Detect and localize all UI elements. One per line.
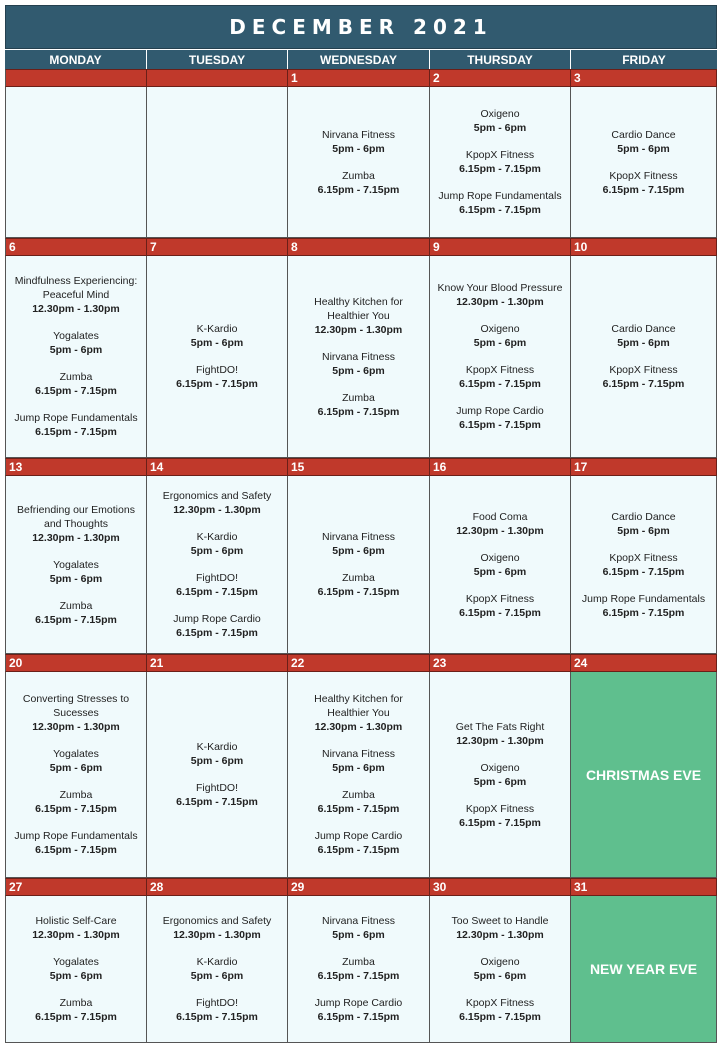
week-number-row bbox=[5, 69, 717, 87]
event-time: 5pm - 6pm bbox=[473, 122, 527, 134]
holiday-cell bbox=[571, 896, 717, 1043]
event-name: Ergonomics and Safety bbox=[162, 915, 272, 927]
day-number: 23 bbox=[430, 654, 571, 672]
day-cell bbox=[571, 476, 717, 654]
event bbox=[459, 363, 541, 391]
event bbox=[474, 107, 527, 135]
event-time: 12.30pm - 1.30pm bbox=[456, 734, 544, 747]
event bbox=[191, 322, 244, 350]
event-time: 5pm - 6pm bbox=[332, 364, 385, 377]
event bbox=[318, 169, 400, 197]
event-time: 12.30pm - 1.30pm bbox=[32, 531, 120, 544]
event-name: Oxigeno bbox=[480, 108, 520, 120]
event-name: Zumba bbox=[342, 391, 375, 404]
day-cell bbox=[5, 476, 147, 654]
event bbox=[318, 571, 400, 599]
day-cell bbox=[5, 672, 147, 878]
week-number-row bbox=[5, 878, 717, 896]
day-cell bbox=[571, 256, 717, 458]
day-number: 17 bbox=[571, 458, 717, 476]
week-row bbox=[5, 476, 717, 654]
event-name: Food Coma bbox=[472, 510, 528, 523]
event-time: 5pm - 6pm bbox=[473, 970, 527, 982]
event-time: 12.30pm - 1.30pm bbox=[32, 721, 120, 733]
event-name: Too Sweet to Handle bbox=[451, 915, 549, 927]
event-name: K-Kardio bbox=[196, 956, 238, 968]
event bbox=[438, 281, 563, 309]
event-name: Zumba bbox=[342, 572, 375, 584]
event-name: Nirvana Fitness bbox=[322, 128, 395, 141]
event-name: FightDO! bbox=[195, 997, 238, 1009]
day-cell bbox=[430, 256, 571, 458]
event-time: 12.30pm - 1.30pm bbox=[32, 929, 120, 941]
event bbox=[582, 592, 705, 620]
event-name: K-Kardio bbox=[196, 323, 238, 335]
day-number: 1 bbox=[288, 69, 430, 87]
week-row bbox=[5, 896, 717, 1043]
day-number: 2 bbox=[430, 69, 571, 87]
event-name: Jump Rope Fundamentals bbox=[14, 412, 138, 424]
day-cell bbox=[288, 476, 430, 654]
event-time: 5pm - 6pm bbox=[49, 762, 103, 774]
event-name: Nirvana Fitness bbox=[322, 915, 395, 927]
day-cell bbox=[430, 896, 571, 1043]
event bbox=[611, 510, 675, 538]
weekday-label: MONDAY bbox=[5, 50, 147, 69]
event-time: 5pm - 6pm bbox=[473, 775, 527, 788]
event-name: Zumba bbox=[59, 997, 93, 1009]
weekday-label: WEDNESDAY bbox=[288, 50, 430, 69]
event bbox=[294, 295, 423, 337]
event bbox=[322, 350, 395, 378]
day-cell bbox=[147, 476, 288, 654]
event bbox=[322, 747, 395, 775]
event bbox=[176, 996, 258, 1024]
event-time: 6.15pm - 7.15pm bbox=[459, 163, 541, 175]
day-number: 30 bbox=[430, 878, 571, 896]
event-time: 6.15pm - 7.15pm bbox=[602, 378, 685, 390]
event-name: KpopX Fitness bbox=[609, 364, 678, 376]
event bbox=[318, 391, 400, 419]
event-time: 5pm - 6pm bbox=[617, 524, 670, 537]
holiday-label: NEW YEAR EVE bbox=[589, 961, 698, 977]
event-name: Ergonomics and Safety bbox=[162, 490, 272, 502]
event-name: KpopX Fitness bbox=[609, 169, 678, 182]
event-time: 12.30pm - 1.30pm bbox=[32, 303, 120, 315]
event-time: 6.15pm - 7.15pm bbox=[35, 426, 117, 438]
day-cell bbox=[5, 87, 147, 238]
event-name: Zumba bbox=[342, 956, 375, 968]
event bbox=[173, 612, 261, 640]
event-name: Nirvana Fitness bbox=[322, 531, 395, 543]
day-number: 9 bbox=[430, 238, 571, 256]
event-time: 12.30pm - 1.30pm bbox=[456, 929, 544, 941]
event bbox=[35, 599, 117, 627]
event-name: Oxigeno bbox=[480, 323, 520, 335]
day-cell bbox=[571, 87, 717, 238]
event bbox=[474, 551, 527, 579]
event-time: 12.30pm - 1.30pm bbox=[456, 524, 544, 537]
event-time: 12.30pm - 1.30pm bbox=[456, 296, 544, 308]
event bbox=[474, 322, 527, 350]
event-time: 12.30pm - 1.30pm bbox=[314, 721, 403, 733]
holiday-label: CHRISTMAS EVE bbox=[585, 766, 702, 783]
event bbox=[456, 404, 544, 432]
event bbox=[176, 363, 258, 391]
event-time: 6.15pm - 7.15pm bbox=[317, 844, 400, 856]
day-number: 15 bbox=[288, 458, 430, 476]
event bbox=[12, 274, 140, 316]
day-cell bbox=[147, 256, 288, 458]
holiday-cell bbox=[571, 672, 717, 878]
day-cell bbox=[147, 87, 288, 238]
event bbox=[474, 761, 527, 789]
event-time: 6.15pm - 7.15pm bbox=[317, 803, 400, 815]
event-time: 5pm - 6pm bbox=[190, 755, 244, 767]
event-name: Get The Fats Right bbox=[455, 720, 545, 733]
day-number: 8 bbox=[288, 238, 430, 256]
event-name: K-Kardio bbox=[196, 741, 238, 753]
day-number: 13 bbox=[5, 458, 147, 476]
event-name: Healthy Kitchen for Healthier You bbox=[314, 295, 403, 322]
day-number: 3 bbox=[571, 69, 717, 87]
event bbox=[14, 411, 137, 439]
day-number: 20 bbox=[5, 654, 147, 672]
event-time: 6.15pm - 7.15pm bbox=[35, 803, 117, 815]
event-time: 6.15pm - 7.15pm bbox=[602, 183, 685, 196]
event bbox=[191, 740, 244, 768]
event-name: Jump Rope Cardio bbox=[314, 830, 403, 842]
event-time: 6.15pm - 7.15pm bbox=[459, 378, 541, 390]
event-name: Zumba bbox=[342, 169, 375, 182]
event-name: KpopX Fitness bbox=[465, 997, 535, 1009]
event-time: 5pm - 6pm bbox=[332, 762, 385, 774]
event-time: 6.15pm - 7.15pm bbox=[602, 606, 685, 619]
event bbox=[315, 829, 403, 857]
event-name: FightDO! bbox=[195, 782, 238, 794]
event bbox=[163, 489, 272, 517]
event bbox=[603, 551, 685, 579]
event bbox=[459, 592, 541, 620]
event-time: 6.15pm - 7.15pm bbox=[176, 796, 258, 808]
event-name: Know Your Blood Pressure bbox=[437, 282, 563, 294]
event bbox=[50, 955, 103, 983]
day-number: 22 bbox=[288, 654, 430, 672]
event-name: Nirvana Fitness bbox=[322, 748, 395, 760]
event-name: FightDO! bbox=[195, 364, 238, 376]
day-cell bbox=[288, 87, 430, 238]
event-time: 5pm - 6pm bbox=[190, 970, 244, 982]
event-time: 5pm - 6pm bbox=[332, 929, 385, 941]
event-time: 6.15pm - 7.15pm bbox=[317, 183, 400, 196]
event-time: 6.15pm - 7.15pm bbox=[459, 1011, 541, 1023]
event-name: Jump Rope Cardio bbox=[173, 613, 261, 625]
event-name: Zumba bbox=[59, 371, 93, 383]
event bbox=[12, 692, 140, 734]
event-time: 5pm - 6pm bbox=[49, 572, 103, 585]
event-name: Oxigeno bbox=[480, 761, 520, 774]
day-cell bbox=[5, 256, 147, 458]
day-cell bbox=[430, 476, 571, 654]
event-name: Oxigeno bbox=[480, 956, 520, 968]
event bbox=[459, 148, 541, 176]
event bbox=[12, 503, 140, 545]
event-time: 5pm - 6pm bbox=[332, 142, 385, 155]
event bbox=[50, 558, 103, 586]
event-name: FightDO! bbox=[195, 572, 238, 584]
day-number: 29 bbox=[288, 878, 430, 896]
event-name: Mindfulness Experiencing: Peaceful Mind bbox=[14, 275, 138, 301]
event-name: Converting Stresses to Sucesses bbox=[22, 693, 130, 719]
event bbox=[35, 996, 117, 1024]
event-time: 5pm - 6pm bbox=[473, 337, 527, 349]
day-number: 16 bbox=[430, 458, 571, 476]
day-number: 6 bbox=[5, 238, 147, 256]
event-time: 6.15pm - 7.15pm bbox=[176, 586, 258, 598]
day-cell bbox=[430, 87, 571, 238]
event-name: Zumba bbox=[59, 599, 93, 612]
event bbox=[474, 955, 527, 983]
event-time: 5pm - 6pm bbox=[49, 344, 103, 356]
event bbox=[35, 788, 117, 816]
event-time: 5pm - 6pm bbox=[49, 970, 103, 982]
event-time: 5pm - 6pm bbox=[473, 565, 527, 578]
event-name: Cardio Dance bbox=[611, 128, 676, 141]
event bbox=[318, 788, 400, 816]
day-number: 24 bbox=[571, 654, 717, 672]
event-name: Yogalates bbox=[53, 956, 99, 968]
event-time: 6.15pm - 7.15pm bbox=[602, 565, 685, 578]
event-name: Zumba bbox=[59, 789, 93, 801]
day-number bbox=[5, 69, 147, 87]
event bbox=[176, 571, 258, 599]
day-number bbox=[147, 69, 288, 87]
event-name: KpopX Fitness bbox=[465, 149, 535, 161]
event bbox=[176, 781, 258, 809]
event bbox=[191, 955, 244, 983]
event-time: 12.30pm - 1.30pm bbox=[173, 504, 261, 516]
event-name: Jump Rope Cardio bbox=[314, 997, 403, 1009]
day-cell bbox=[147, 896, 288, 1043]
weekday-label: THURSDAY bbox=[430, 50, 571, 69]
calendar-title: DECEMBER 2021 bbox=[5, 5, 717, 49]
event-name: KpopX Fitness bbox=[465, 364, 535, 376]
day-number: 27 bbox=[5, 878, 147, 896]
event bbox=[50, 747, 103, 775]
event-name: Jump Rope Fundamentals bbox=[581, 592, 706, 605]
event bbox=[603, 169, 685, 197]
event-name: Cardio Dance bbox=[611, 323, 676, 335]
event-time: 12.30pm - 1.30pm bbox=[314, 323, 403, 336]
event bbox=[611, 128, 675, 156]
event bbox=[315, 996, 403, 1024]
event-time: 6.15pm - 7.15pm bbox=[35, 613, 117, 626]
event-time: 5pm - 6pm bbox=[617, 142, 670, 155]
event bbox=[322, 530, 395, 558]
event-time: 6.15pm - 7.15pm bbox=[459, 816, 541, 829]
event-time: 6.15pm - 7.15pm bbox=[176, 378, 258, 390]
event-name: Cardio Dance bbox=[611, 510, 676, 523]
event bbox=[459, 802, 541, 830]
event-name: Yogalates bbox=[53, 330, 99, 342]
event-name: Holistic Self-Care bbox=[35, 915, 117, 927]
day-number: 14 bbox=[147, 458, 288, 476]
day-cell bbox=[288, 256, 430, 458]
event bbox=[459, 996, 541, 1024]
event-time: 6.15pm - 7.15pm bbox=[35, 844, 117, 856]
event bbox=[163, 914, 272, 942]
event bbox=[35, 370, 117, 398]
event-name: Yogalates bbox=[53, 748, 99, 760]
day-number: 21 bbox=[147, 654, 288, 672]
event bbox=[191, 530, 244, 558]
week-row bbox=[5, 672, 717, 878]
event bbox=[452, 914, 549, 942]
week-number-row bbox=[5, 458, 717, 476]
day-number: 10 bbox=[571, 238, 717, 256]
event bbox=[456, 720, 545, 748]
event-time: 6.15pm - 7.15pm bbox=[35, 385, 117, 397]
week-row bbox=[5, 256, 717, 458]
week-number-row bbox=[5, 238, 717, 256]
event bbox=[322, 128, 395, 156]
event bbox=[322, 914, 395, 942]
calendar-grid bbox=[5, 69, 717, 1043]
event-name: Befriending our Emotions and Thoughts bbox=[17, 503, 135, 530]
event-name: Yogalates bbox=[53, 558, 99, 571]
event-name: Jump Rope Fundamentals bbox=[438, 190, 562, 202]
event-name: KpopX Fitness bbox=[465, 592, 535, 605]
event-name: Oxigeno bbox=[480, 551, 520, 564]
event-time: 5pm - 6pm bbox=[190, 545, 244, 557]
day-cell bbox=[288, 672, 430, 878]
event-time: 6.15pm - 7.15pm bbox=[176, 1011, 258, 1023]
event-time: 6.15pm - 7.15pm bbox=[317, 586, 400, 598]
event bbox=[50, 329, 103, 357]
event-name: Jump Rope Fundamentals bbox=[14, 830, 138, 842]
event-name: KpopX Fitness bbox=[465, 802, 535, 815]
event-name: KpopX Fitness bbox=[609, 551, 678, 564]
day-cell bbox=[288, 896, 430, 1043]
event-name: Zumba bbox=[342, 789, 375, 801]
day-cell bbox=[430, 672, 571, 878]
event-time: 6.15pm - 7.15pm bbox=[176, 627, 258, 639]
weekday-label: FRIDAY bbox=[622, 52, 666, 67]
event bbox=[603, 363, 685, 391]
event bbox=[14, 829, 137, 857]
event bbox=[611, 322, 675, 350]
day-number: 28 bbox=[147, 878, 288, 896]
event-time: 6.15pm - 7.15pm bbox=[459, 204, 541, 216]
weekday-header bbox=[5, 49, 717, 69]
event bbox=[456, 510, 544, 538]
event bbox=[32, 914, 120, 942]
week-number-row bbox=[5, 654, 717, 672]
event-time: 5pm - 6pm bbox=[190, 337, 244, 349]
day-cell bbox=[147, 672, 288, 878]
event-time: 6.15pm - 7.15pm bbox=[317, 405, 400, 418]
event-name: Jump Rope Cardio bbox=[456, 405, 544, 417]
event-time: 5pm - 6pm bbox=[617, 337, 670, 349]
event-name: Healthy Kitchen for Healthier You bbox=[314, 693, 403, 719]
event-time: 6.15pm - 7.15pm bbox=[459, 419, 541, 431]
day-number: 7 bbox=[147, 238, 288, 256]
event bbox=[438, 189, 561, 217]
event-time: 6.15pm - 7.15pm bbox=[459, 606, 541, 619]
week-row bbox=[5, 87, 717, 238]
event-name: K-Kardio bbox=[196, 531, 238, 543]
event-time: 12.30pm - 1.30pm bbox=[173, 929, 261, 941]
event bbox=[294, 692, 423, 734]
day-number: 31 bbox=[571, 878, 717, 896]
event-name: Nirvana Fitness bbox=[322, 350, 395, 363]
event bbox=[318, 955, 400, 983]
event-time: 5pm - 6pm bbox=[332, 545, 385, 557]
day-cell bbox=[5, 896, 147, 1043]
event-time: 6.15pm - 7.15pm bbox=[317, 1011, 400, 1023]
event-time: 6.15pm - 7.15pm bbox=[35, 1011, 117, 1023]
event-time: 6.15pm - 7.15pm bbox=[317, 970, 400, 982]
weekday-label: TUESDAY bbox=[147, 50, 288, 69]
calendar bbox=[5, 5, 717, 1043]
